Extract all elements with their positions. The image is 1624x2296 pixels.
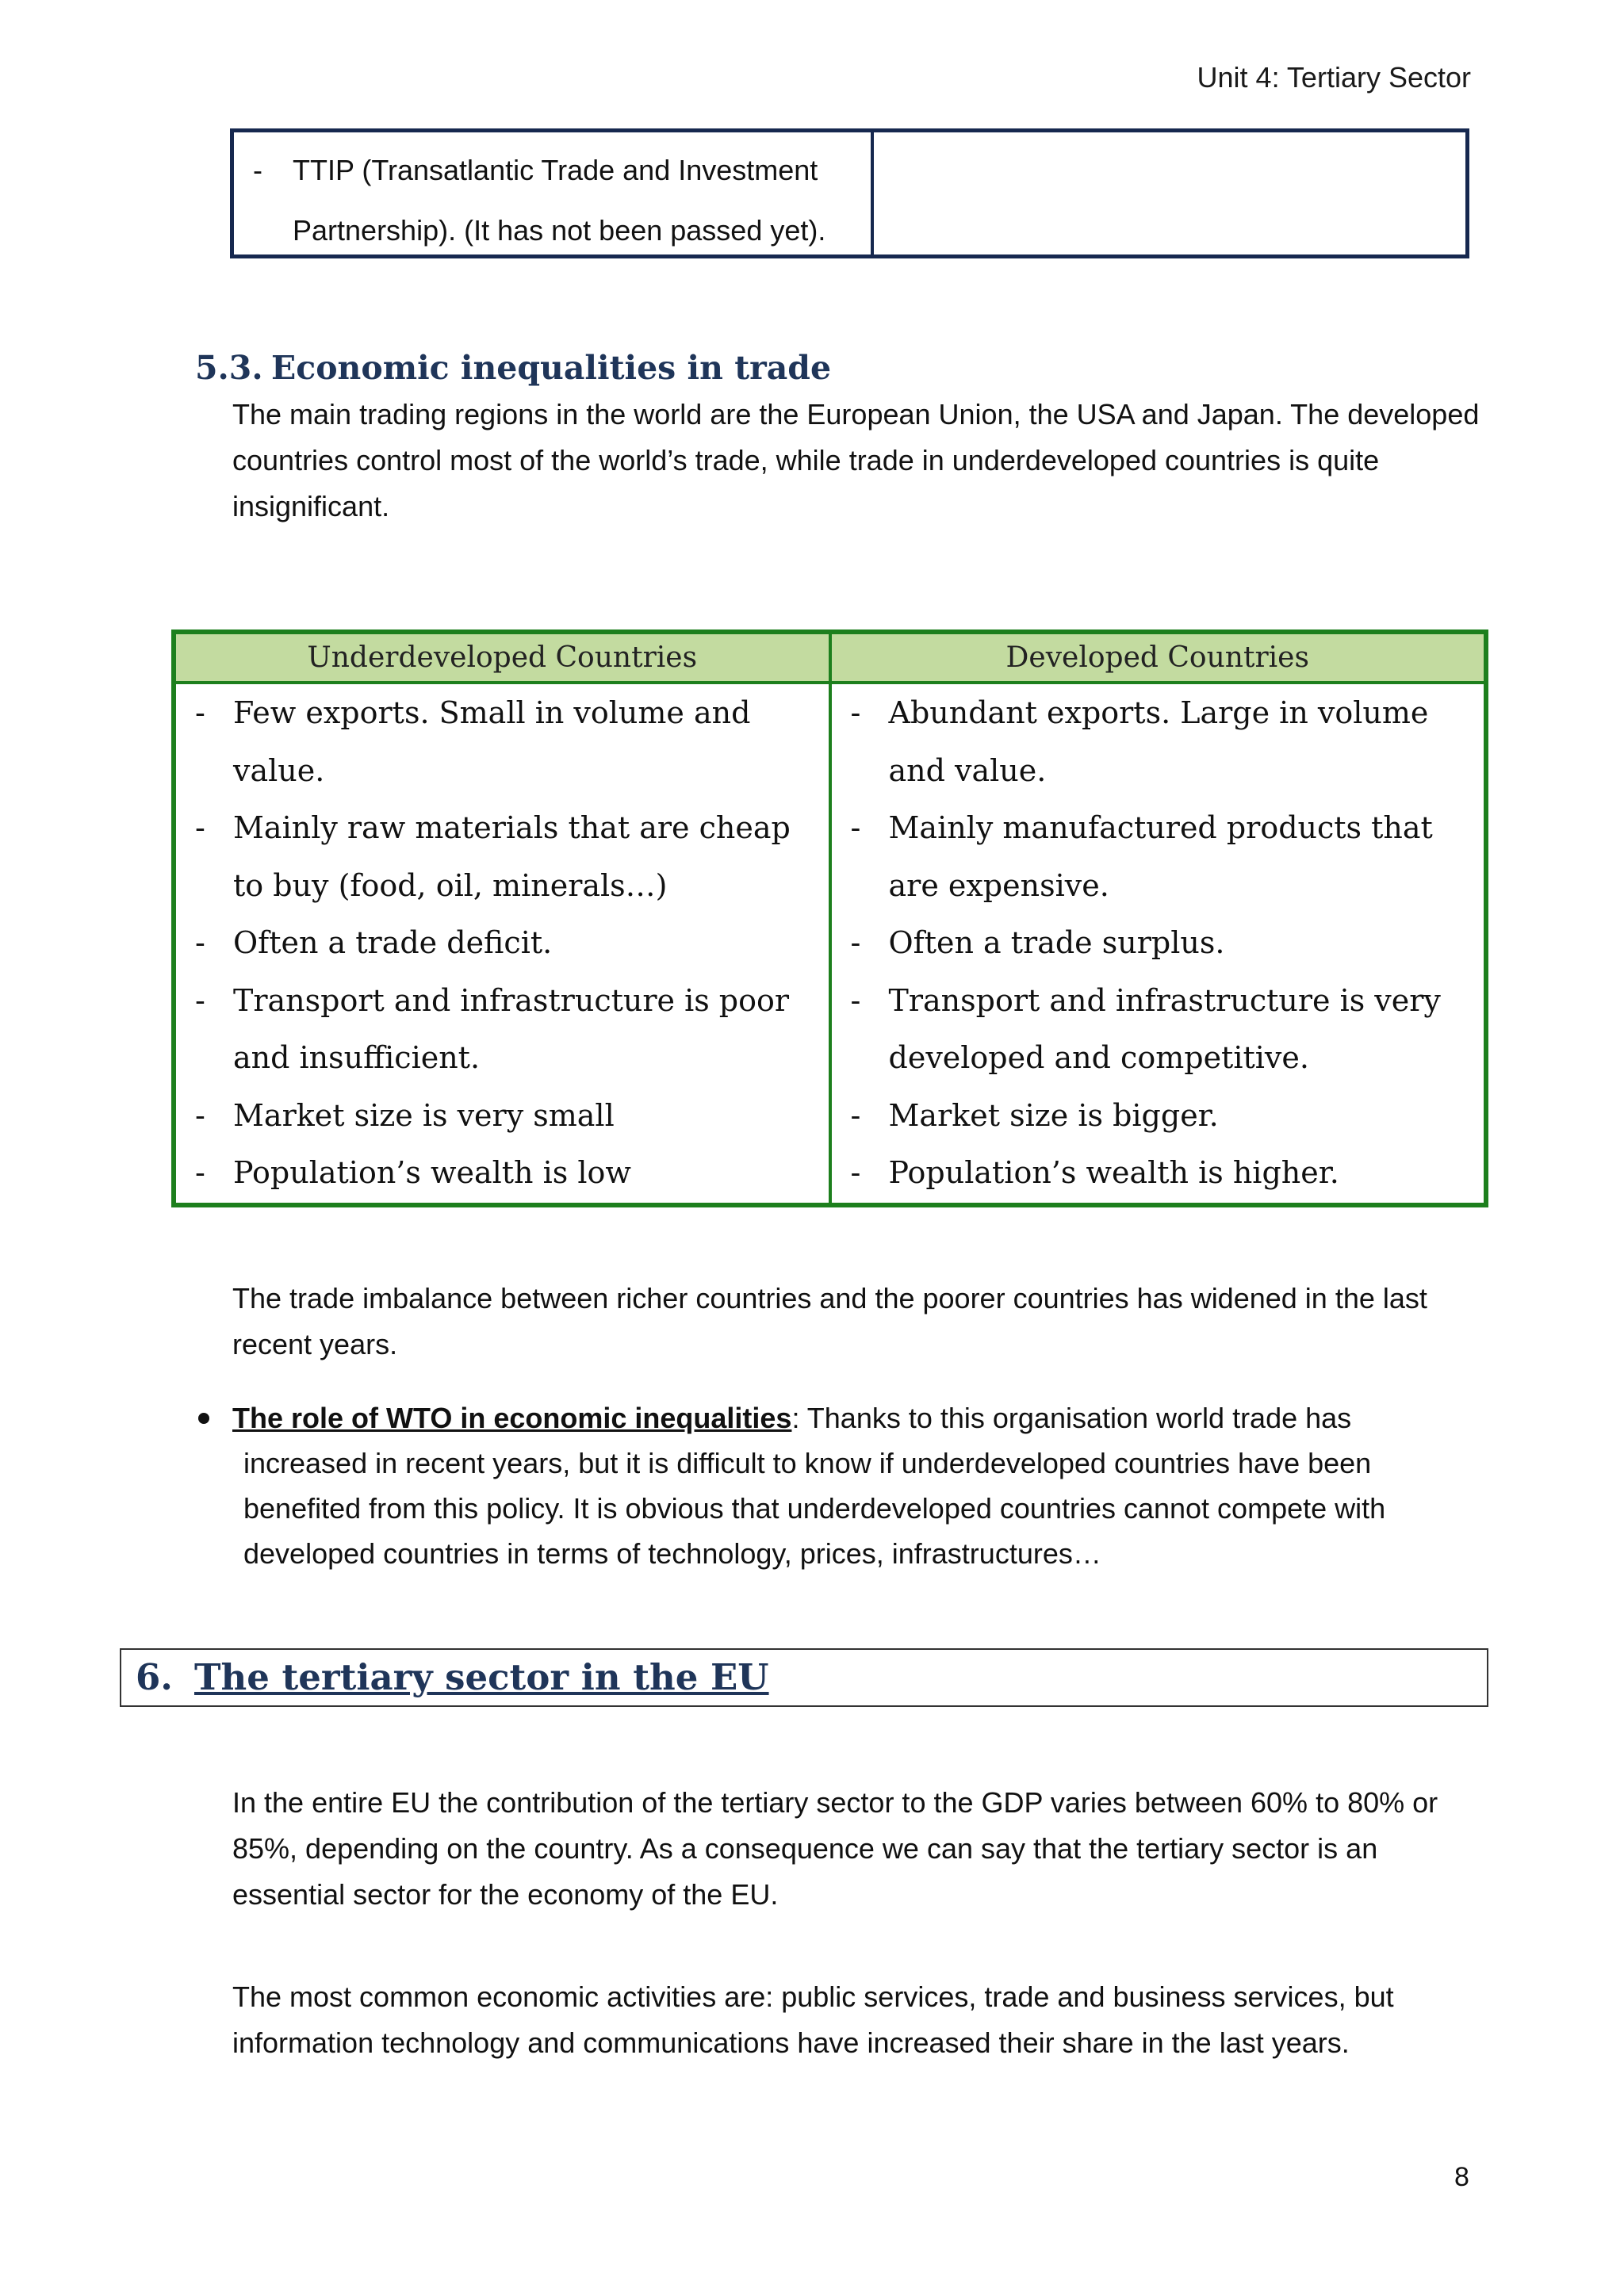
- ttip-table-fragment: [230, 128, 1469, 258]
- bullet-icon: [198, 1413, 209, 1424]
- table-item-text: Mainly manufactured products that are expensive.: [888, 810, 1433, 903]
- section-5-3-heading: [195, 342, 831, 393]
- dash-marker: -: [850, 982, 861, 1018]
- wto-bullet-title: The role of WTO in economic inequalities: [232, 1402, 792, 1434]
- dash-marker: -: [850, 1155, 861, 1190]
- dash-marker: -: [850, 1097, 861, 1133]
- wto-bullet-first-line-rest: : Thanks to this organisation world trade has: [791, 1402, 1352, 1434]
- header-underdeveloped: Underdeveloped Countries: [176, 634, 832, 681]
- table-item-text: Abundant exports. Large in volume and value.: [888, 695, 1429, 788]
- table-list-item: [851, 1144, 1477, 1202]
- section-5-3-title: Economic inequalities in trade: [271, 349, 832, 387]
- table-item-text: Transport and infrastructure is poor and insufficient.: [233, 982, 790, 1075]
- header-developed: Developed Countries: [1005, 641, 1309, 674]
- ttip-empty-cell: [874, 132, 1465, 254]
- table-item-text: Often a trade deficit.: [233, 925, 553, 960]
- eu-gdp-paragraph: In the entire EU the contribution of the tertiary sector to the GDP varies between 60% to 80% or 85%, depending on the country. As a consequence we can say that the tertiary sector is an essential sector for the economy of the EU.: [232, 1786, 1438, 1911]
- table-list-item: [195, 972, 821, 1087]
- table-list-item: [851, 1087, 1477, 1145]
- table-item-text: Transport and infrastructure is very developed and competitive.: [888, 982, 1441, 1075]
- dash-marker: -: [195, 810, 205, 845]
- table-item-text: Market size is very small: [233, 1097, 615, 1133]
- comparison-table: [171, 629, 1488, 1207]
- table-list-item: [195, 684, 821, 799]
- dash-marker: -: [195, 982, 205, 1018]
- table-item-text: Population’s wealth is low: [233, 1155, 631, 1190]
- ttip-item: [253, 140, 871, 261]
- table-list-item: [851, 972, 1477, 1087]
- section-6-heading: [120, 1648, 1488, 1707]
- table-list-item: [195, 799, 821, 914]
- section-6-title: The tertiary sector in the EU: [194, 1656, 769, 1698]
- underdeveloped-column: [176, 684, 832, 1203]
- wto-bullet: [198, 1395, 1483, 1576]
- dash-marker: -: [253, 154, 262, 186]
- section-6-number: 6.: [136, 1656, 173, 1698]
- table-item-text: Often a trade surplus.: [888, 925, 1225, 960]
- table-item-text: Market size is bigger.: [888, 1097, 1219, 1133]
- table-list-item: [195, 1087, 821, 1145]
- table-list-item: [851, 914, 1477, 972]
- table-item-text: Mainly raw materials that are cheap to buy (food, oil, minerals…): [233, 810, 791, 903]
- wto-bullet-continuation: increased in recent years, but it is difficult to know if underdeveloped countries have been benefited from this policy. It is obvious that underdeveloped countries cannot compete with developed countries in terms of technology, prices, infrastructures…: [243, 1447, 1386, 1570]
- trade-regions-paragraph: The main trading regions in the world are the European Union, the USA and Japan. The developed countries control most of the world’s trade, while trade in underdeveloped countries is quite insignificant.: [232, 398, 1480, 522]
- dash-marker: -: [195, 1155, 205, 1190]
- table-list-item: [851, 684, 1477, 799]
- ttip-line-1: TTIP (Transatlantic Trade and Investment: [293, 154, 818, 186]
- dash-marker: -: [850, 695, 861, 730]
- dash-marker: -: [195, 695, 205, 730]
- table-list-item: [195, 914, 821, 972]
- table-list-item: [851, 799, 1477, 914]
- table-item-text: Population’s wealth is higher.: [888, 1155, 1339, 1190]
- dash-marker: -: [850, 925, 861, 960]
- ttip-line-2: Partnership). (It has not been passed yet).: [293, 214, 826, 247]
- page-header: Unit 4: Tertiary Sector: [1197, 61, 1471, 94]
- ttip-cell: [234, 132, 874, 254]
- page-number: 8: [1454, 2162, 1469, 2192]
- table-header-row: [176, 634, 1484, 684]
- developed-column: [832, 684, 1484, 1203]
- dash-marker: -: [195, 1097, 205, 1133]
- table-body: [176, 684, 1484, 1203]
- dash-marker: -: [850, 810, 861, 845]
- table-item-text: Few exports. Small in volume and value.: [233, 695, 751, 788]
- eu-activities-paragraph: The most common economic activities are: public services, trade and business services, but information technology and communications have increased their share in the last years.: [232, 1980, 1394, 2059]
- table-list-item: [195, 1144, 821, 1202]
- dash-marker: -: [195, 925, 205, 960]
- wto-bullet-first-line: [198, 1395, 1483, 1441]
- section-5-3-number: 5.3.: [195, 349, 263, 387]
- trade-imbalance-paragraph: The trade imbalance between richer countries and the poorer countries has widened in the last recent years.: [232, 1282, 1427, 1360]
